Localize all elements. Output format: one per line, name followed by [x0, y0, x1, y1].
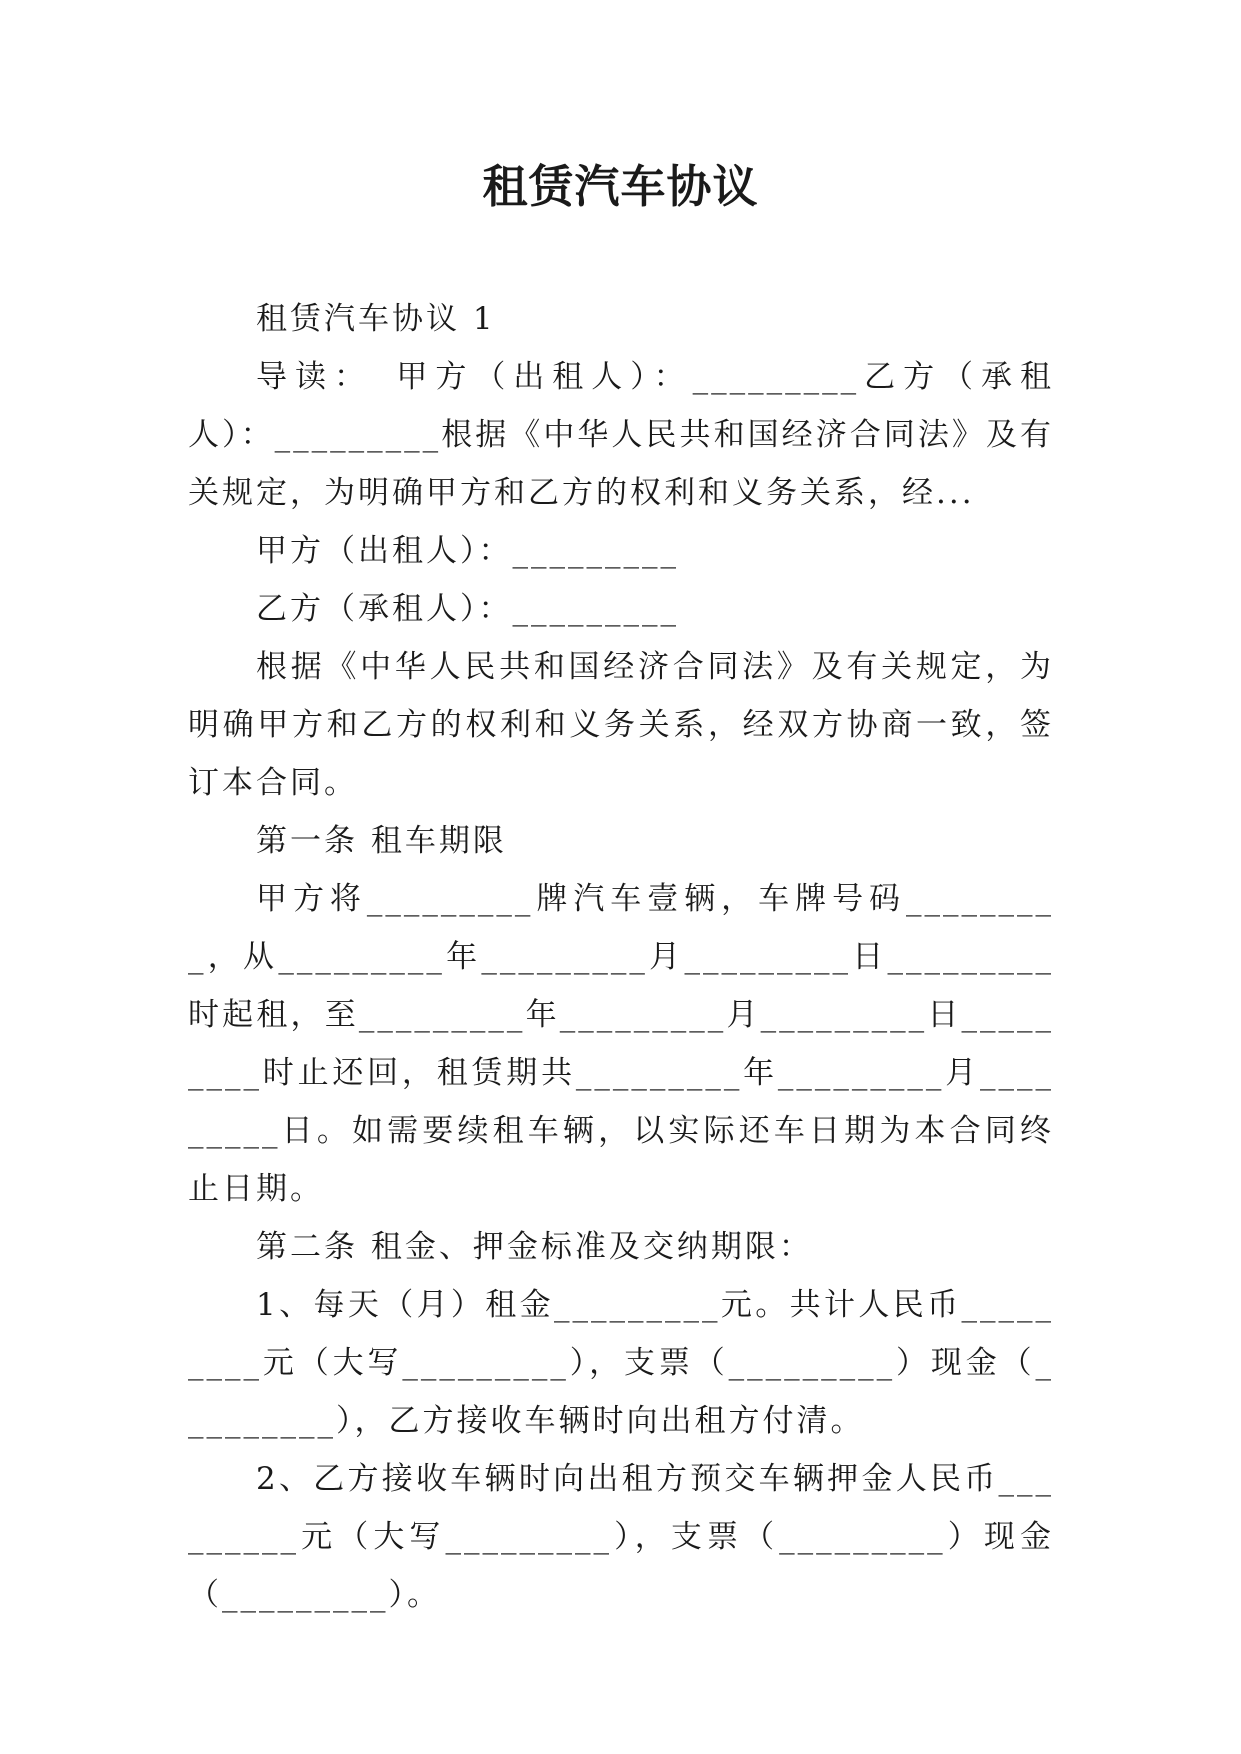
article-1-heading: 第一条 租车期限 [256, 823, 507, 859]
document-title: 租赁汽车协议 [482, 160, 759, 213]
article-1-body: 甲方将_________牌汽车壹辆，车牌号码_________，从_________年_________月_________日_________时起租，至_________年_________月_________日_________时止还回，租赁期共_________年_________月_________日。如需要续租车辆，以实际还车日期为本合同终止日期。 [188, 881, 1054, 1207]
article-2-heading: 第二条 租金、押金标准及交纳期限： [256, 1229, 813, 1265]
preamble-paragraph: 根据《中华人民共和国经济合同法》及有关规定，为明确甲方和乙方的权利和义务关系，经双方协商一致，签订本合同。 [188, 649, 1054, 801]
party-a-line: 甲方（出租人）：_________ [256, 533, 679, 569]
document-body [188, 290, 1054, 1624]
article-2-clause-2: 2、乙方接收车辆时向出租方预交车辆押金人民币_________元（大写_________），支票（_________）现金（_________）。 [188, 1461, 1054, 1613]
intro-paragraph: 导读： 甲方（出租人）：_________乙方（承租人）：_________根据《中华人民共和国经济合同法》及有关规定，为明确甲方和乙方的权利和义务关系，经... [188, 359, 1054, 511]
party-b-line: 乙方（承租人）：_________ [256, 591, 679, 627]
article-2-clause-1: 1、每天（月）租金_________元。共计人民币_________元（大写_________），支票（_________）现金（_________），乙方接收车辆时向出租方付清。 [188, 1287, 1054, 1439]
section-heading: 租赁汽车协议 1 [256, 301, 496, 337]
